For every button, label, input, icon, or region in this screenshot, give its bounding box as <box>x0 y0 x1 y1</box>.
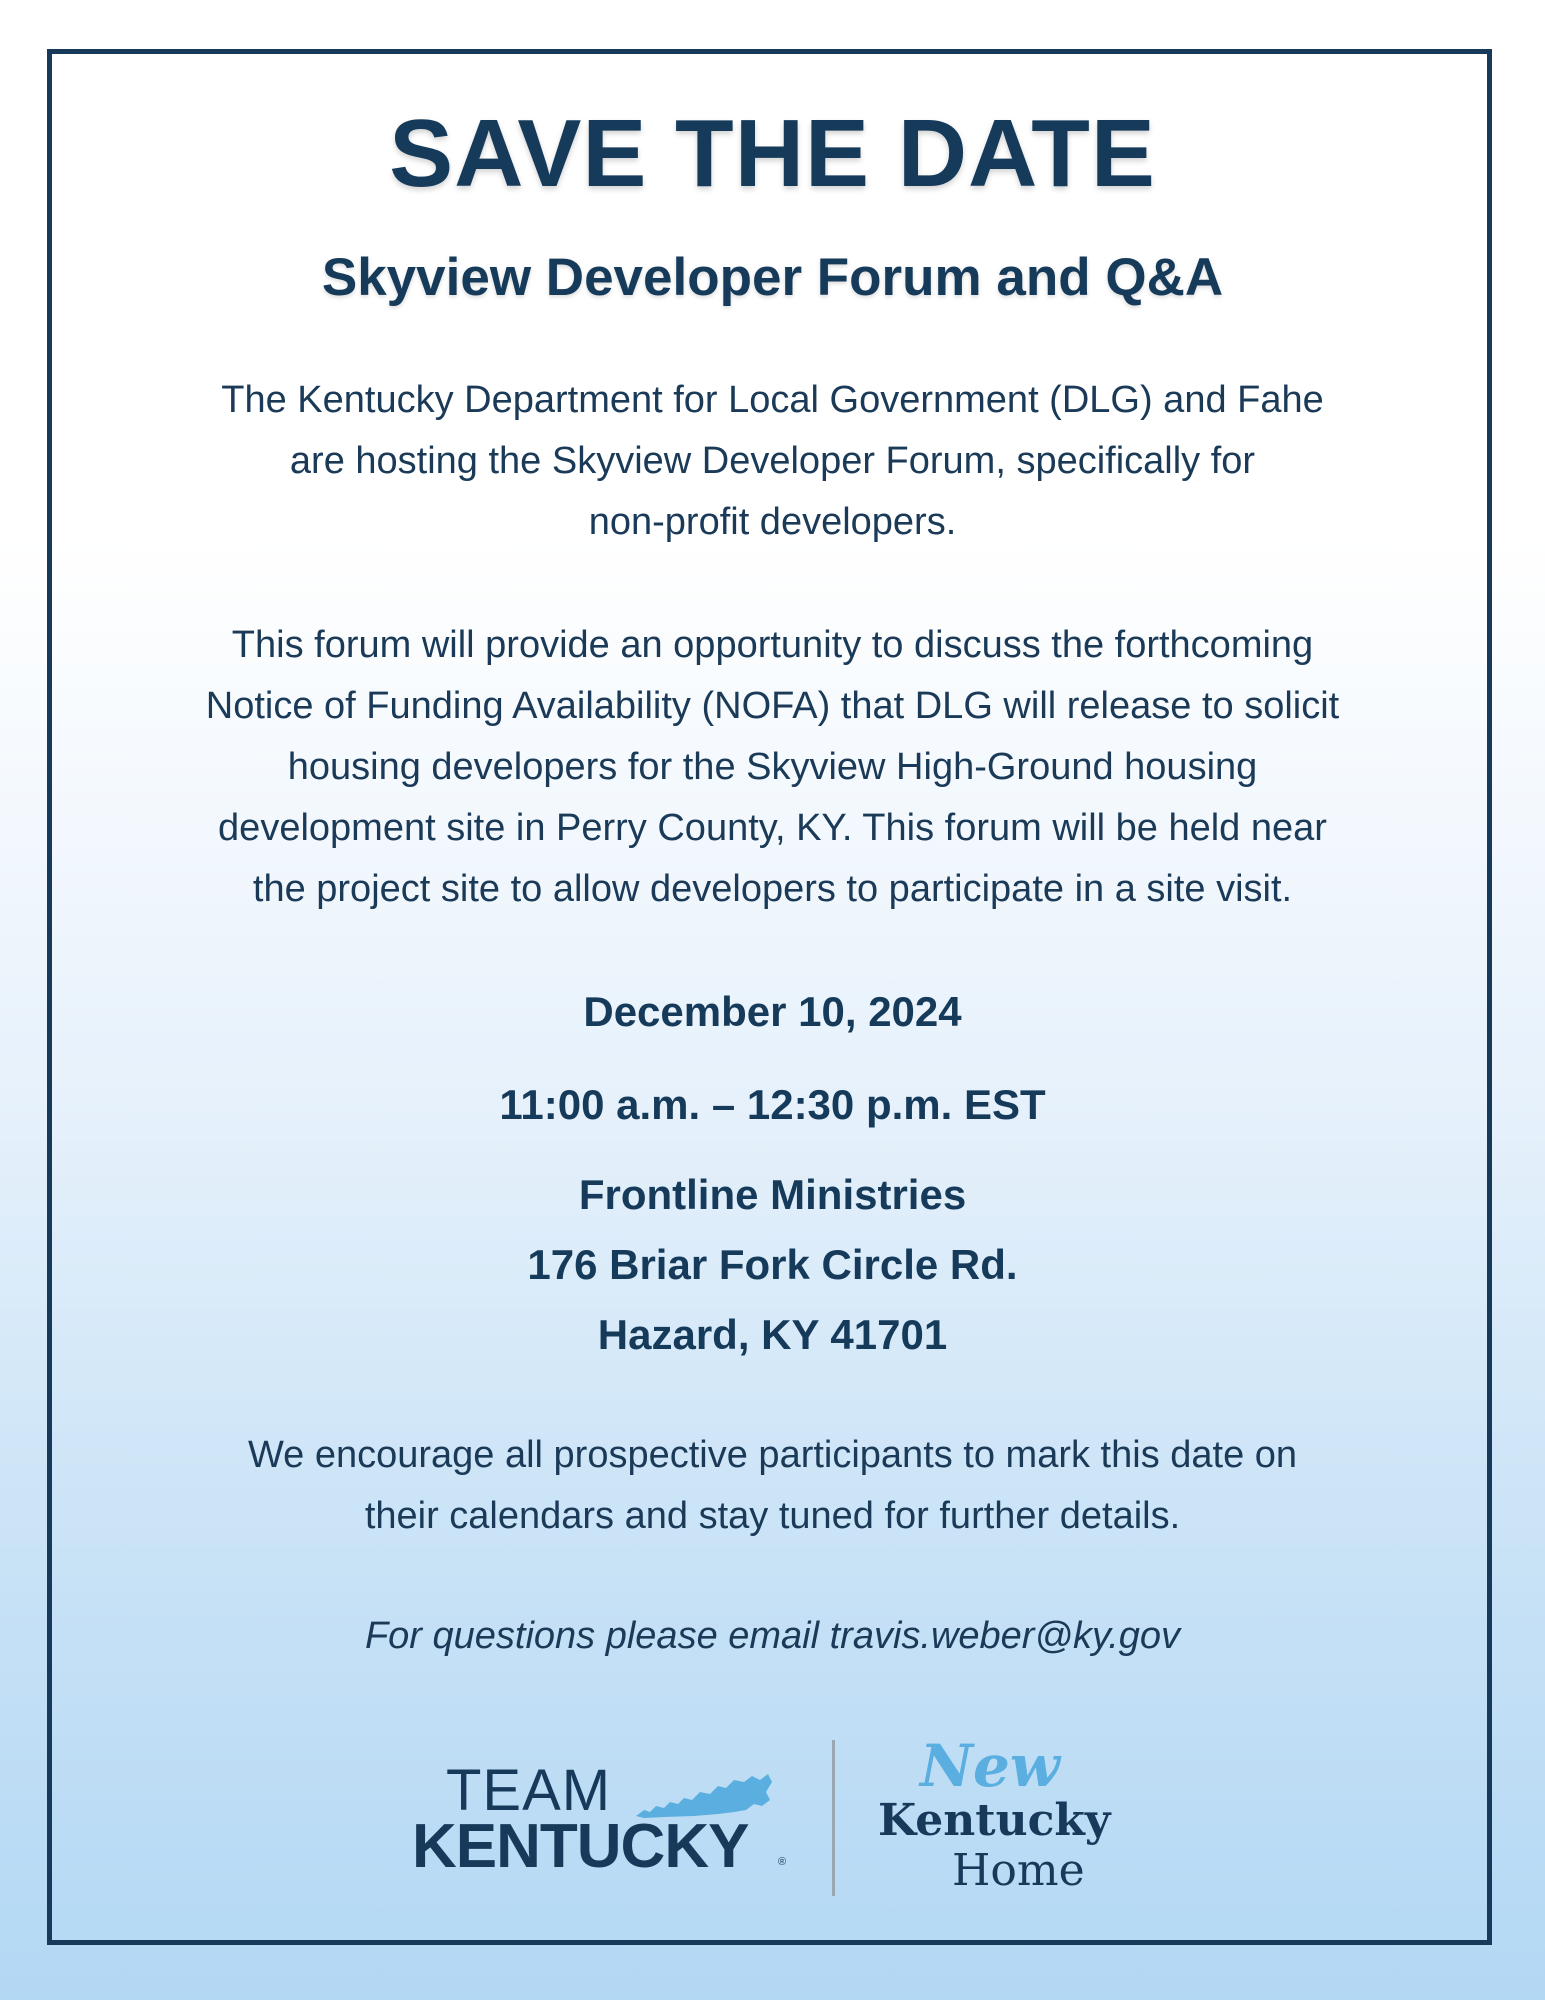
intro-paragraph <box>47 370 1498 553</box>
logo-nkh-kentucky-text: Kentucky <box>878 1795 1111 1846</box>
intro-line: The Kentucky Department for Local Government (DLG) and Fahe <box>221 379 1324 421</box>
event-venue <box>47 1160 1498 1370</box>
page-title: SAVE THE DATE <box>389 100 1156 207</box>
logo-new-text: New <box>920 1732 1060 1800</box>
event-time: 11:00 a.m. – 12:30 p.m. EST <box>499 1081 1046 1128</box>
detail-line: development site in Perry County, KY. This forum will be held near <box>218 807 1327 849</box>
detail-line: housing developers for the Skyview High-Ground housing <box>287 746 1258 788</box>
closing-line: We encourage all prospective participants to mark this date on <box>247 1434 1298 1476</box>
venue-street: 176 Briar Fork Circle Rd. <box>527 1241 1018 1288</box>
detail-line: Notice of Funding Availability (NOFA) that DLG will release to solicit <box>205 685 1340 727</box>
logo-divider <box>832 1740 835 1896</box>
logo-new-script <box>916 1730 1066 1802</box>
logo-nkh-home-text: Home <box>952 1845 1085 1896</box>
event-subtitle: Skyview Developer Forum and Q&A <box>321 248 1224 307</box>
venue-name: Frontline Ministries <box>578 1171 967 1218</box>
event-date: December 10, 2024 <box>583 988 962 1035</box>
registered-mark: ® <box>778 1856 787 1868</box>
logo-kentucky-text: KENTUCKY <box>412 1812 749 1881</box>
contact-line: For questions please email travis.weber@ky.gov <box>364 1615 1181 1657</box>
detail-paragraph <box>47 615 1498 920</box>
intro-line: non-profit developers. <box>588 501 957 543</box>
team-kentucky-logo <box>412 1760 792 1880</box>
detail-line: This forum will provide an opportunity to discuss the forthcoming <box>231 624 1314 666</box>
detail-line: the project site to allow developers to participate in a site visit. <box>252 868 1293 910</box>
new-kentucky-home-logo <box>878 1730 1138 1900</box>
venue-city: Hazard, KY 41701 <box>597 1311 948 1358</box>
closing-paragraph <box>47 1425 1498 1547</box>
closing-line: their calendars and stay tuned for further details. <box>364 1495 1181 1537</box>
intro-line: are hosting the Skyview Developer Forum, specifically for <box>289 440 1256 482</box>
logo-team-text: TEAM <box>446 1758 612 1823</box>
